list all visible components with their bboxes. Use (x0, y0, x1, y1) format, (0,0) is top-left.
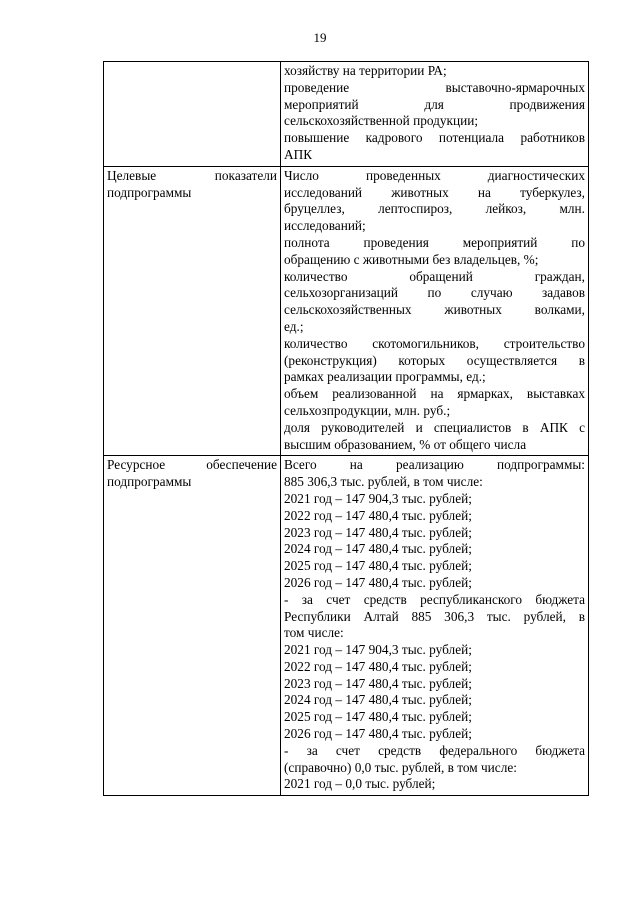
content-line: исследований животных на туберкулез, (284, 184, 585, 200)
row-label-cell (104, 166, 281, 456)
content-line: 885 306,3 тыс. рублей, в том числе: (284, 474, 483, 490)
content-line: сельхозпродукции, млн. руб.; (284, 402, 451, 418)
content-line: 2025 год – 147 480,4 тыс. рублей; (284, 709, 472, 725)
label-line: Ресурсное обеспечение (107, 457, 277, 473)
content-line: 2025 год – 147 480,4 тыс. рублей; (284, 558, 472, 574)
row-label-cell (104, 456, 281, 796)
content-line: 2023 год – 147 480,4 тыс. рублей; (284, 675, 472, 691)
content-line: Всего на реализацию подпрограммы: (284, 457, 585, 473)
page-number: 19 (313, 30, 327, 45)
row-content-cell (281, 456, 589, 796)
table-body (104, 62, 589, 796)
content-line: - за счет средств республиканского бюджета (284, 591, 585, 607)
content-line: 2026 год – 147 480,4 тыс. рублей; (284, 726, 472, 742)
content-line: 2022 год – 147 480,4 тыс. рублей; (284, 658, 472, 674)
content-line: 2024 год – 147 480,4 тыс. рублей; (284, 692, 472, 708)
content-line: Число проведенных диагностических (284, 167, 585, 183)
content-line: доля руководителей и специалистов в АПК с (284, 419, 585, 435)
content-line: рамках реализации программы, ед.; (284, 369, 486, 385)
content-line: - за счет средств федерального бюджета (284, 742, 585, 758)
content-line: количество скотомогильников, строительство (284, 335, 585, 351)
content-line: сельскохозяйственных животных волками, (284, 302, 585, 318)
content-line: объем реализованной на ярмарках, выставках (284, 386, 585, 402)
table-row (104, 456, 589, 796)
content-line: 2021 год – 0,0 тыс. рублей; (284, 776, 436, 792)
content-line: 2021 год – 147 904,3 тыс. рублей; (284, 490, 472, 506)
content-line: 2021 год – 147 904,3 тыс. рублей; (284, 642, 472, 658)
label-line: подпрограммы (107, 474, 192, 490)
content-line: (реконструкция) которых осуществляется в (284, 352, 585, 368)
passport-table (103, 61, 589, 796)
content-line: АПК (284, 146, 313, 162)
content-line: сельхозорганизаций по случаю задавов (284, 285, 585, 301)
table-row (104, 62, 589, 167)
content-line: сельскохозяйственной продукции; (284, 113, 479, 129)
content-line: проведение выставочно-ярмарочных (284, 79, 585, 95)
content-line: 2026 год – 147 480,4 тыс. рублей; (284, 574, 472, 590)
row-content-cell (281, 62, 589, 167)
content-line: обращению с животными без владельцев, %; (284, 251, 539, 267)
content-line: повышение кадрового потенциала работников (284, 130, 585, 146)
content-line: исследований; (284, 218, 366, 234)
content-line: том числе: (284, 625, 344, 641)
content-line: высшим образованием, % от общего числа (284, 436, 527, 452)
content-line: хозяйству на территории РА; (284, 63, 447, 78)
content-line: ед.; (284, 318, 304, 334)
content-line: мероприятий для продвижения (284, 96, 585, 112)
row-content-cell (281, 166, 589, 456)
content-line: 2023 год – 147 480,4 тыс. рублей; (284, 524, 472, 540)
content-line: бруцеллез, лептоспироз, лейкоз, млн. (284, 201, 585, 217)
label-line: подпрограммы (107, 184, 192, 200)
content-line: 2022 год – 147 480,4 тыс. рублей; (284, 507, 472, 523)
table-row (104, 166, 589, 456)
label-line: Целевые показатели (107, 167, 277, 183)
row-label-cell (104, 62, 281, 167)
content-line: Республики Алтай 885 306,3 тыс. рублей, в (284, 608, 585, 624)
content-line: полнота проведения мероприятий по (284, 234, 585, 250)
content-line: 2024 год – 147 480,4 тыс. рублей; (284, 541, 472, 557)
content-line: (справочно) 0,0 тыс. рублей, в том числе: (284, 759, 517, 775)
content-line: количество обращений граждан, (284, 268, 585, 284)
